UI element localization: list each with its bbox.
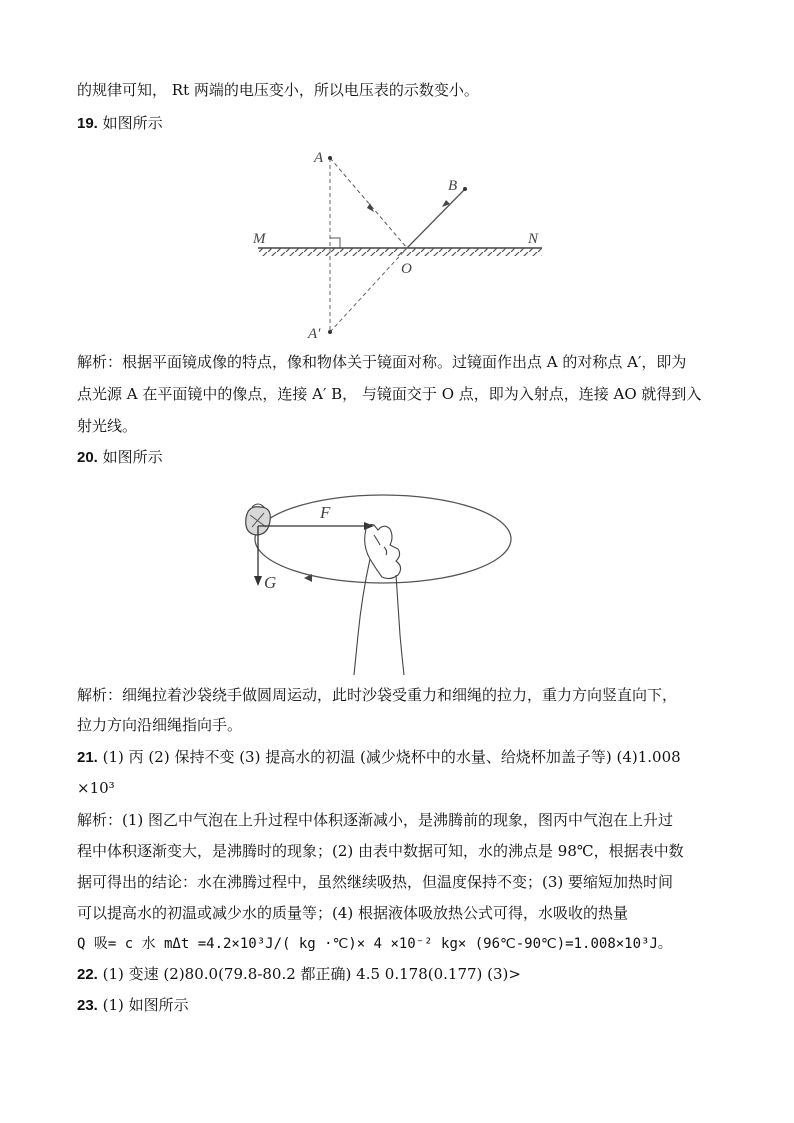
- q21-analysis-2: 程中体积逐渐变大，是沸腾时的现象；(2) 由表中数据可知，水的沸点是 98℃，根据表中数: [77, 842, 684, 860]
- force-g-arrow: [254, 576, 262, 586]
- q20-title: 如图所示: [102, 448, 163, 466]
- q21-answer-row: [77, 747, 681, 768]
- label-b: B: [448, 178, 458, 194]
- q21-formula: Q 吸= c 水 mΔt =4.2×10³J/( kg ·℃)× 4 ×10⁻² kg× (96℃-90℃)=1.008×10³J。: [77, 936, 672, 952]
- q19-analysis-3: 射光线。: [77, 417, 138, 435]
- hand-illustration: [354, 525, 404, 676]
- q20-number: 20.: [77, 449, 98, 466]
- q21-number: 21.: [77, 749, 98, 766]
- q23-answer-row: [77, 995, 189, 1016]
- label-a: A: [314, 150, 324, 166]
- incident-ray: [330, 158, 407, 248]
- q20-analysis-1: 解析：细绳拉着沙袋绕手做圆周运动，此时沙袋受重力和细绳的拉力，重力方向竖直向下，: [77, 686, 678, 704]
- q19-heading: [77, 113, 163, 134]
- reflected-ray: [407, 189, 465, 248]
- q19-title: 如图所示: [102, 114, 163, 132]
- q21-answer-line2: ×10³: [77, 779, 115, 797]
- point-b: [463, 187, 467, 191]
- label-o: O: [401, 261, 412, 277]
- right-angle-mark: [330, 238, 340, 248]
- q20-sandbag-figure: [228, 485, 528, 680]
- q22-answer-row: [77, 964, 521, 985]
- q23-answer: (1) 如图所示: [102, 996, 189, 1014]
- circular-path: [255, 495, 511, 583]
- point-a-prime: [328, 330, 332, 334]
- q23-number: 23.: [77, 997, 98, 1014]
- intro-text: 的规律可知， Rt 两端的电压变小，所以电压表的示数变小。: [77, 81, 479, 99]
- label-g: G: [264, 573, 277, 592]
- point-a: [328, 156, 332, 160]
- q19-analysis-2: 点光源 A 在平面镜中的像点，连接 A′ B， 与镜面交于 O 点，即为入射点，连接 AO 就得到入: [77, 385, 702, 403]
- q21-analysis-3: 据可得出的结论：水在沸腾过程中，虽然继续吸热，但温度保持不变；(3) 要缩短加热时间: [77, 873, 674, 891]
- label-m: M: [253, 231, 266, 247]
- q22-number: 22.: [77, 966, 98, 983]
- label-n: N: [528, 231, 539, 247]
- q20-heading: [77, 447, 163, 468]
- q21-analysis-1: 解析：(1) 图乙中气泡在上升过程中体积逐渐减小，是沸腾前的现象，图丙中气泡在上升过: [77, 811, 674, 829]
- q22-answer: (1) 变速 (2)80.0(79.8-80.2 都正确) 4.5 0.178(0.177) (3)>: [102, 965, 521, 983]
- mirror-hatching: [258, 248, 542, 256]
- q20-analysis-2: 拉力方向沿细绳指向手。: [77, 716, 243, 734]
- q19-number: 19.: [77, 115, 98, 132]
- q19-analysis-1: 解析：根据平面镜成像的特点，像和物体关于镜面对称。过镜面作出点 A 的对称点 A′，即为: [77, 353, 687, 371]
- q21-answer-line1: (1) 丙 (2) 保持不变 (3) 提高水的初温 (减少烧杯中的水量、给烧杯加盖子等) (4)1.008: [102, 748, 681, 766]
- q19-mirror-figure: [250, 140, 550, 345]
- label-f: F: [320, 503, 331, 522]
- q21-analysis-4: 可以提高水的初温或减少水的质量等；(4) 根据液体吸放热公式可得，水吸收的热量: [77, 904, 629, 922]
- label-a-prime: A′: [308, 326, 321, 342]
- image-ray: [330, 248, 407, 332]
